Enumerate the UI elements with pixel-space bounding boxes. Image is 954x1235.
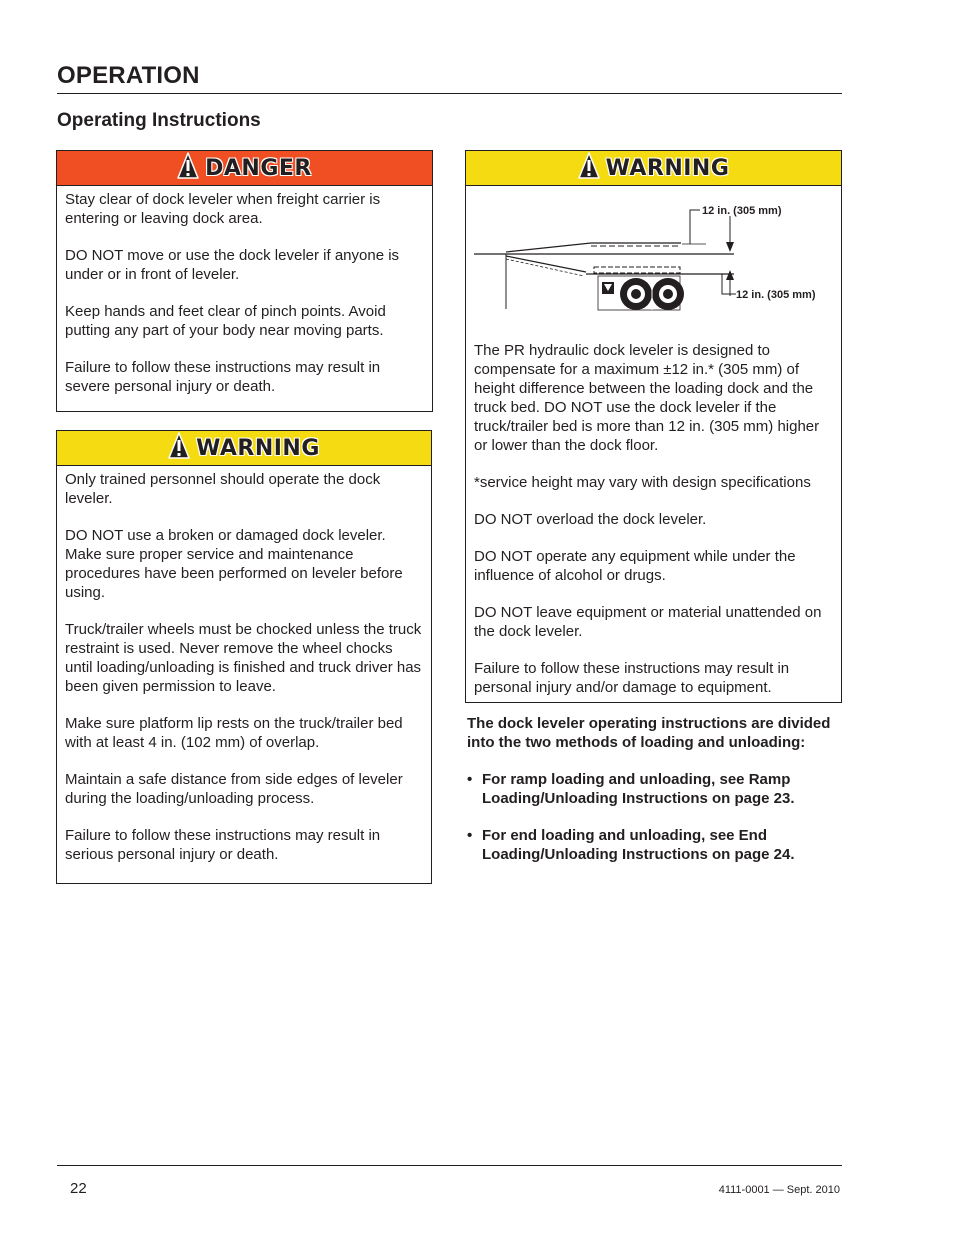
dimension-bracket-above xyxy=(690,210,700,244)
warning-paragraph: Failure to follow these instructions may result in personal injury and/or damage to equipment. xyxy=(474,660,790,696)
section-title: OPERATION xyxy=(57,62,200,89)
page-number: 22 xyxy=(70,1180,87,1197)
warning-triangle-icon xyxy=(177,152,199,184)
warning-triangle-icon xyxy=(168,432,190,464)
dimension-label-above: 12 in. (305 mm) xyxy=(702,205,782,217)
bullet-icon: • xyxy=(467,771,473,788)
warning-body-left xyxy=(57,466,431,864)
warning-paragraph: DO NOT leave equipment or material unattended on the dock leveler. xyxy=(474,604,822,640)
dock-leveler-diagram xyxy=(466,186,840,336)
warning-paragraph: The PR hydraulic dock leveler is designed to compensate for a maximum ±12 in.* (305 mm) of height difference between the loading dock and the truck bed. DO NOT use the dock leveler if the truck/trailer bed is more than 12 in. (305 mm) higher or lower than the dock floor. xyxy=(474,342,820,454)
danger-paragraph: Stay clear of dock leveler when freight carrier is entering or leaving dock area. xyxy=(65,191,381,227)
warning-paragraph: Truck/trailer wheels must be chocked unless the truck restraint is used. Never remove the wheel chocks until loading/unloading is finished and truck driver has been given permission to leave. xyxy=(65,621,422,695)
danger-box xyxy=(56,150,433,412)
warning-paragraph: DO NOT operate any equipment while under the influence of alcohol or drugs. xyxy=(474,548,796,584)
operating-methods xyxy=(467,714,837,882)
raised-platform xyxy=(506,243,681,252)
warning-header-left xyxy=(57,431,431,466)
warning-paragraph: DO NOT overload the dock leveler. xyxy=(474,511,707,528)
lowered-platform-edge xyxy=(506,259,584,276)
warning-label: WARNING xyxy=(605,155,730,181)
warning-paragraph: DO NOT use a broken or damaged dock leveler. Make sure proper service and maintenance procedures have been performed on leveler before using. xyxy=(65,527,403,601)
warning-triangle-icon xyxy=(578,152,600,184)
list-item-text: For ramp loading and unloading, see Ramp Loading/Unloading Instructions on page 23. xyxy=(482,771,795,807)
list-item-text: For end loading and unloading, see End Loading/Unloading Instructions on page 24. xyxy=(482,827,795,863)
bullet-icon: • xyxy=(467,827,473,844)
warning-box-right xyxy=(465,150,842,703)
warning-paragraph: Maintain a safe distance from side edges of leveler during the loading/unloading process. xyxy=(65,771,403,807)
danger-header xyxy=(57,151,432,186)
lowered-platform xyxy=(506,256,586,272)
warning-header-right xyxy=(466,151,841,186)
danger-paragraph: Keep hands and feet clear of pinch points. Avoid putting any part of your body near moving parts. xyxy=(65,303,386,339)
title-divider xyxy=(57,93,842,94)
list-item xyxy=(467,770,837,808)
danger-paragraph: DO NOT move or use the dock leveler if anyone is under or in front of leveler. xyxy=(65,247,400,283)
warning-paragraph: Make sure platform lip rests on the truck/trailer bed with at least 4 in. (102 mm) of overlap. xyxy=(65,715,403,751)
warning-body-right xyxy=(466,336,841,697)
danger-paragraph: Failure to follow these instructions may result in severe personal injury or death. xyxy=(65,359,381,395)
list-item xyxy=(467,826,837,864)
warning-paragraph: Failure to follow these instructions may result in serious personal injury or death. xyxy=(65,827,381,863)
subsection-title: Operating Instructions xyxy=(57,110,261,131)
danger-label: DANGER xyxy=(205,155,312,181)
footer-divider xyxy=(57,1165,842,1166)
document-number: 4111-0001 — Sept. 2010 xyxy=(718,1184,840,1196)
danger-body xyxy=(57,186,432,396)
warning-box-left xyxy=(56,430,432,884)
warning-label: WARNING xyxy=(196,435,320,461)
trailer-bed xyxy=(594,267,680,273)
warning-paragraph: *service height may vary with design specifications xyxy=(474,474,811,491)
dimension-label-below: 12 in. (305 mm) xyxy=(736,289,816,301)
instructions-intro: The dock leveler operating instructions are divided into the two methods of loading and unloading: xyxy=(467,715,831,751)
warning-paragraph: Only trained personnel should operate the dock leveler. xyxy=(65,471,381,507)
